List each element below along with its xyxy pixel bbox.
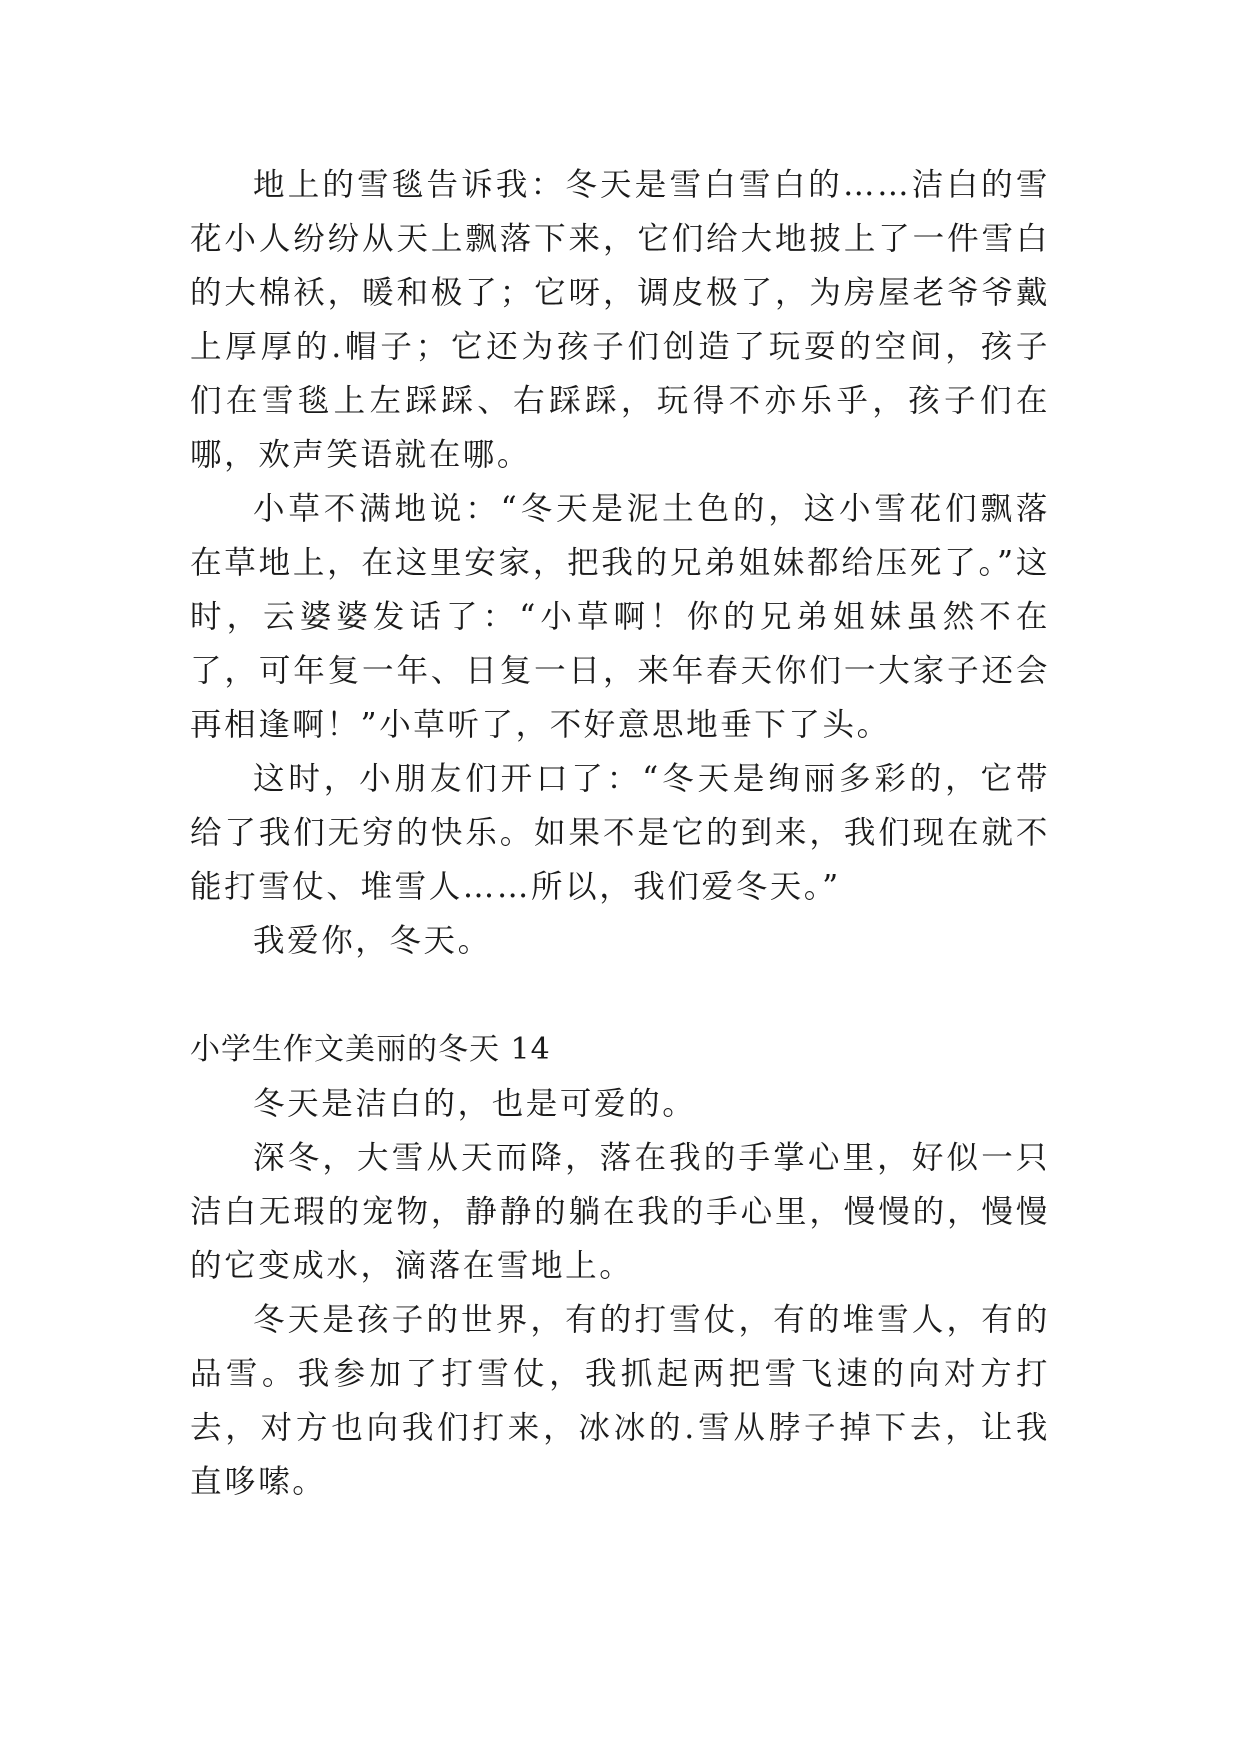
paragraph-snow-blanket: 地上的雪毯告诉我：冬天是雪白雪白的……洁白的雪花小人纷纷从天上飘落下来，它们给大地披上了一件雪白的大棉袄，暖和极了；它呀，调皮极了，为房屋老爷爷戴上厚厚的.帽子；它还为孩子们创造了玩耍的空间，孩子们在雪毯上左踩踩、右踩踩，玩得不亦乐乎，孩子们在哪，欢声笑语就在哪。	[190, 167, 1050, 473]
paragraph-winter-white: 冬天是洁白的，也是可爱的。	[253, 1086, 697, 1122]
paragraph-deep-winter: 深冬，大雪从天而降，落在我的手掌心里，好似一只洁白无瑕的宠物，静静的躺在我的手心里，慢慢的，慢慢的它变成水，滴落在雪地上。	[190, 1140, 1050, 1284]
section-spacer	[190, 968, 1050, 1023]
paragraph-children: 这时，小朋友们开口了：“冬天是绚丽多彩的，它带给了我们无穷的快乐。如果不是它的到来，我们现在就不能打雪仗、堆雪人……所以，我们爱冬天。”	[190, 761, 1050, 905]
paragraph-snowball-fight: 冬天是孩子的世界，有的打雪仗，有的堆雪人，有的品雪。我参加了打雪仗，我抓起两把雪飞速的向对方打去，对方也向我们打来，冰冰的.雪从脖子掉下去，让我直哆嗦。	[190, 1302, 1050, 1500]
paragraph-love-winter: 我爱你，冬天。	[253, 923, 492, 959]
document-body	[190, 158, 1050, 1509]
section-title: 小学生作文美丽的冬天 14	[190, 1032, 551, 1067]
paragraph-grass: 小草不满地说：“冬天是泥土色的，这小雪花们飘落在草地上，在这里安家，把我的兄弟姐妹都给压死了。”这时，云婆婆发话了：“小草啊！你的兄弟姐妹虽然不在了，可年复一年、日复一日，来年春天你们一大家子还会再相逢啊！”小草听了，不好意思地垂下了头。	[190, 491, 1050, 743]
